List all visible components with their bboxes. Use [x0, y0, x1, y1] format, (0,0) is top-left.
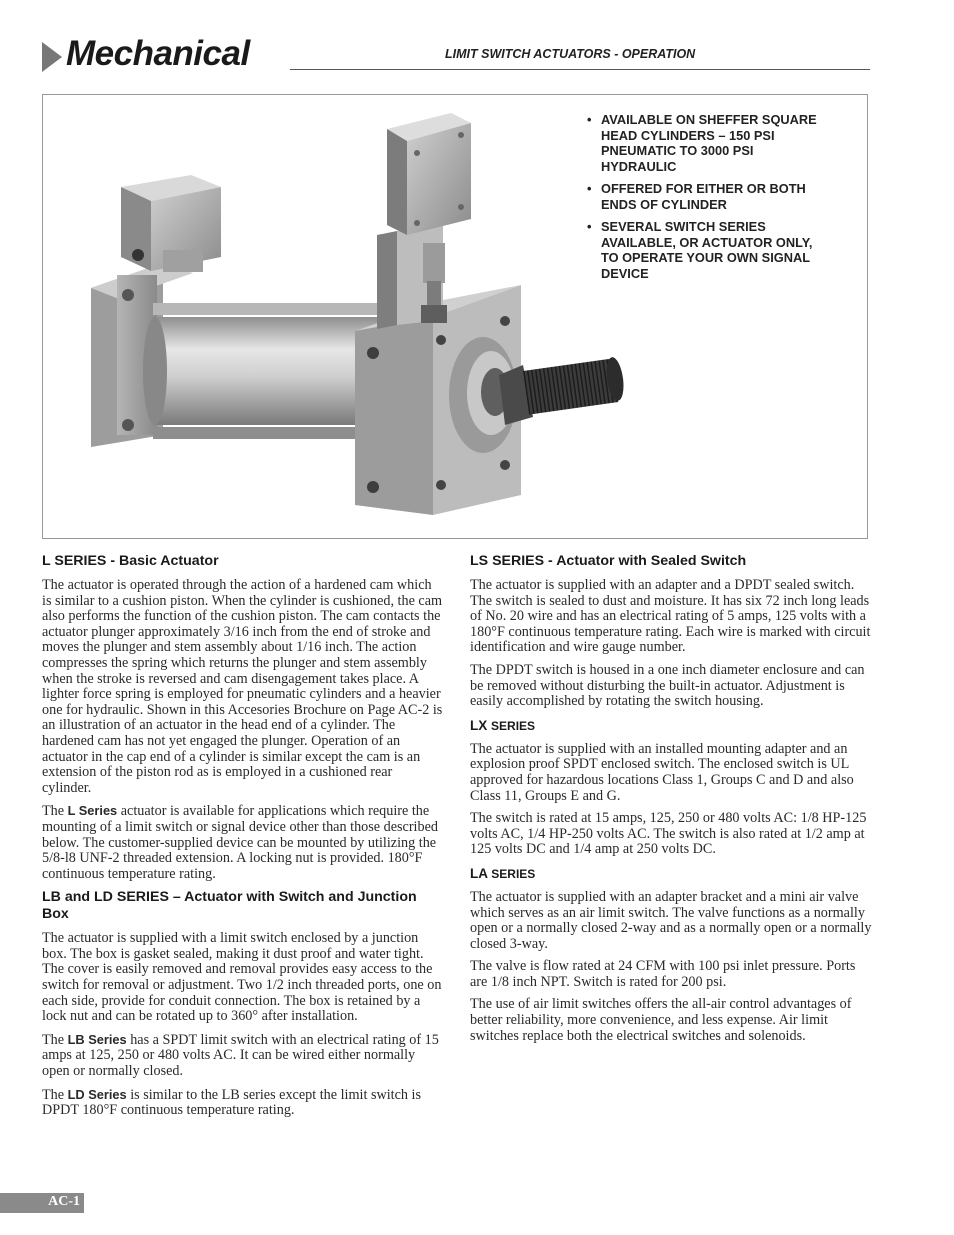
page-header — [42, 34, 870, 74]
cylinder-barrel — [143, 317, 385, 425]
l-series-paragraph: The actuator is operated through the action of a hardened cam which is similar to a cushion piston. When the cylinder is cushioned, the cam also performs the function of the cushion piston. The cam contacts the actuator plunger approximately 3/16 inch from the end of stroke and moves the plunger and stem assembly about 1/16 inch. The action compresses the spring which returns the plunger and stem assembly when the stroke is reversed and cam disengagement takes place. A lighter force spring is employed for pneumatic cylinders and a heavier one for hydraulic. Shown in this Accesories Brochure on Page AC-2 is an illustration of an actuator in the head end of a cylinder. The hardened cam has not yet engaged the plunger. Operation of an actuator in the cap end of a cylinder is similar except the cam is an extension of the piston rod as is employed in a cushioned rear cylinder. — [42, 577, 443, 796]
ls-series-paragraph: The actuator is supplied with an adapter and a DPDT sealed switch. The switch is sealed to dust and moisture. It has six 72 inch long leads of No. 20 wire and has an electrical rating of 5 amps, 125 volts with a 180°F continuous temperature rating. Each wire is marked with circuit identification and wire gauge number. — [470, 577, 871, 656]
arrow-icon — [42, 42, 62, 72]
la-series-paragraph: The valve is flow rated at 24 CFM with 100 psi inlet pressure. Ports are 1/8 inch NPT. Switch is rated for 200 psi. — [470, 958, 856, 990]
feature-list — [587, 112, 827, 288]
rear-junction-box — [121, 175, 221, 272]
l-series-heading: L SERIES - Basic Actuator — [42, 553, 219, 569]
ld-series-paragraph: The LD Series is similar to the LB series except the limit switch is DPDT 180°F continuous temperature rating. — [42, 1086, 421, 1119]
feature-item: • SEVERAL SWITCH SERIES AVAILABLE, OR ACTUATOR ONLY, TO OPERATE YOUR OWN SIGNAL DEVICE — [587, 219, 827, 281]
limit-switch-assembly — [377, 113, 471, 329]
left-column — [42, 553, 444, 1126]
page-title: Mechanical — [66, 34, 250, 73]
header-rule — [290, 69, 870, 70]
la-series-paragraph: The actuator is supplied with an adapter bracket and a mini air valve which serves as an air limit switch. The valve functions as a normally open or a normally closed 2-way and as a normally open or a normally closed 3-way. — [470, 888, 872, 952]
tie-rod — [153, 427, 383, 439]
lx-series-paragraph: The switch is rated at 15 amps, 125, 250 or 480 volts AC: 1/8 HP-125 volts AC, 1/4 HP-250 volts AC. The switch is also rated at 1/2 amp at 125 volts DC and 1/4 amp at 250 volts DC. — [470, 810, 867, 858]
ls-series-paragraph: The DPDT switch is housed in a one inch diameter enclosure and can be removed without disturbing the built-in actuator. Adjustment is easily accomplished by rotating the switch housing. — [470, 661, 865, 710]
lx-series-heading: LX SERIES — [470, 717, 536, 733]
l-series-paragraph: The L Series actuator is available for applications which require the mounting of a limit switch or signal device other than those described below. The customer-supplied device can be mounted by utilizing the 5/8-l8 UNF-2 threaded extension. A locking nut is provided. 180°F continuous temperature rating. — [42, 803, 438, 882]
feature-item: • AVAILABLE ON SHEFFER SQUARE HEAD CYLINDERS – 150 PSI PNEUMATIC TO 3000 PSI HYDRAULIC — [587, 112, 827, 174]
section-title: LIMIT SWITCH ACTUATORS - OPERATION — [445, 47, 696, 61]
page-number-tab — [0, 1193, 84, 1213]
ls-series-heading: LS SERIES - Actuator with Sealed Switch — [470, 553, 747, 569]
right-column — [470, 553, 874, 1051]
page-number: AC-1 — [48, 1194, 80, 1209]
feature-item: • OFFERED FOR EITHER OR BOTH ENDS OF CYLINDER — [587, 181, 827, 212]
lb-ld-series-heading: LB and LD SERIES – Actuator with Switch and Junction Box — [42, 889, 417, 923]
product-photo-frame — [42, 94, 868, 539]
lb-ld-series-paragraph: The actuator is supplied with a limit switch enclosed by a junction box. The box is gasket sealed, making it dust proof and water tight. The cover is easily removed and removal provides easy access to the switch for removal or adjustment. Two 1/2 inch threaded ports, one on each side, provide for conduit connection. The box is retained by a lock nut and can be rotated up to 360° after installation. — [42, 930, 442, 1025]
lb-series-paragraph: The LB Series has a SPDT limit switch with an electrical rating of 15 amps at 125, 250 or 480 volts AC. It can be wired either normally open or normally closed. — [42, 1031, 439, 1080]
tie-rod — [153, 303, 383, 315]
la-series-heading: LA SERIES — [470, 865, 536, 881]
lx-series-paragraph: The actuator is supplied with an installed mounting adapter and an explosion proof SPDT enclosed switch. The enclosed switch is UL approved for hazardous locations Class 1, Groups C and D and also Class 11, Groups E and G. — [470, 740, 854, 804]
la-series-paragraph: The use of air limit switches offers the all-air control advantages of better reliability, more convenience, and less expense. Air limit switches replace both the electrical switches and solenoids. — [470, 996, 852, 1044]
